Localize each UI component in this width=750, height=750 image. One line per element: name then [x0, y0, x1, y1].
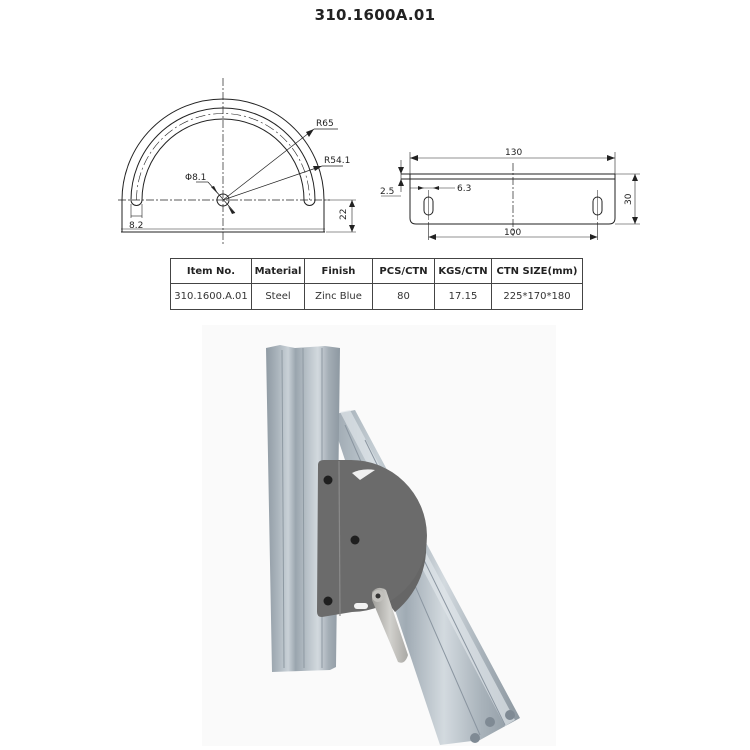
cell-pcs-ctn: 80 [373, 284, 435, 310]
label-length: 130 [505, 148, 523, 158]
header-material: Material [252, 259, 305, 284]
label-center-height: 22 [339, 208, 349, 220]
label-r54: R54.1 [324, 156, 351, 166]
front-view [118, 78, 356, 244]
label-slot-width: 8.2 [129, 221, 144, 231]
header-item-no: Item No. [171, 259, 252, 284]
label-height: 30 [624, 193, 634, 205]
product-photo [202, 325, 556, 746]
label-hole-spacing: 100 [504, 228, 522, 238]
table-row [171, 284, 583, 310]
label-r65: R65 [316, 119, 334, 129]
cell-finish: Zinc Blue [305, 284, 373, 310]
page-title: 310.1600A.01 [314, 6, 436, 24]
label-hole-diameter: Φ8.1 [185, 173, 207, 183]
side-view [381, 152, 640, 240]
header-kgs-ctn: KGS/CTN [435, 259, 492, 284]
spec-table [170, 258, 583, 310]
label-slot-offset: 6.3 [457, 184, 472, 194]
cell-item-no: 310.1600.A.01 [171, 284, 252, 310]
header-finish: Finish [305, 259, 373, 284]
header-pcs-ctn: PCS/CTN [373, 259, 435, 284]
cell-ctn-size: 225*170*180 [492, 284, 583, 310]
label-thickness: 2.5 [380, 187, 395, 197]
table-header-row [171, 259, 583, 284]
header-ctn-size: CTN SIZE(mm) [492, 259, 583, 284]
technical-drawing [0, 0, 750, 250]
product-illustration [202, 325, 556, 746]
cell-material: Steel [252, 284, 305, 310]
cell-kgs-ctn: 17.15 [435, 284, 492, 310]
